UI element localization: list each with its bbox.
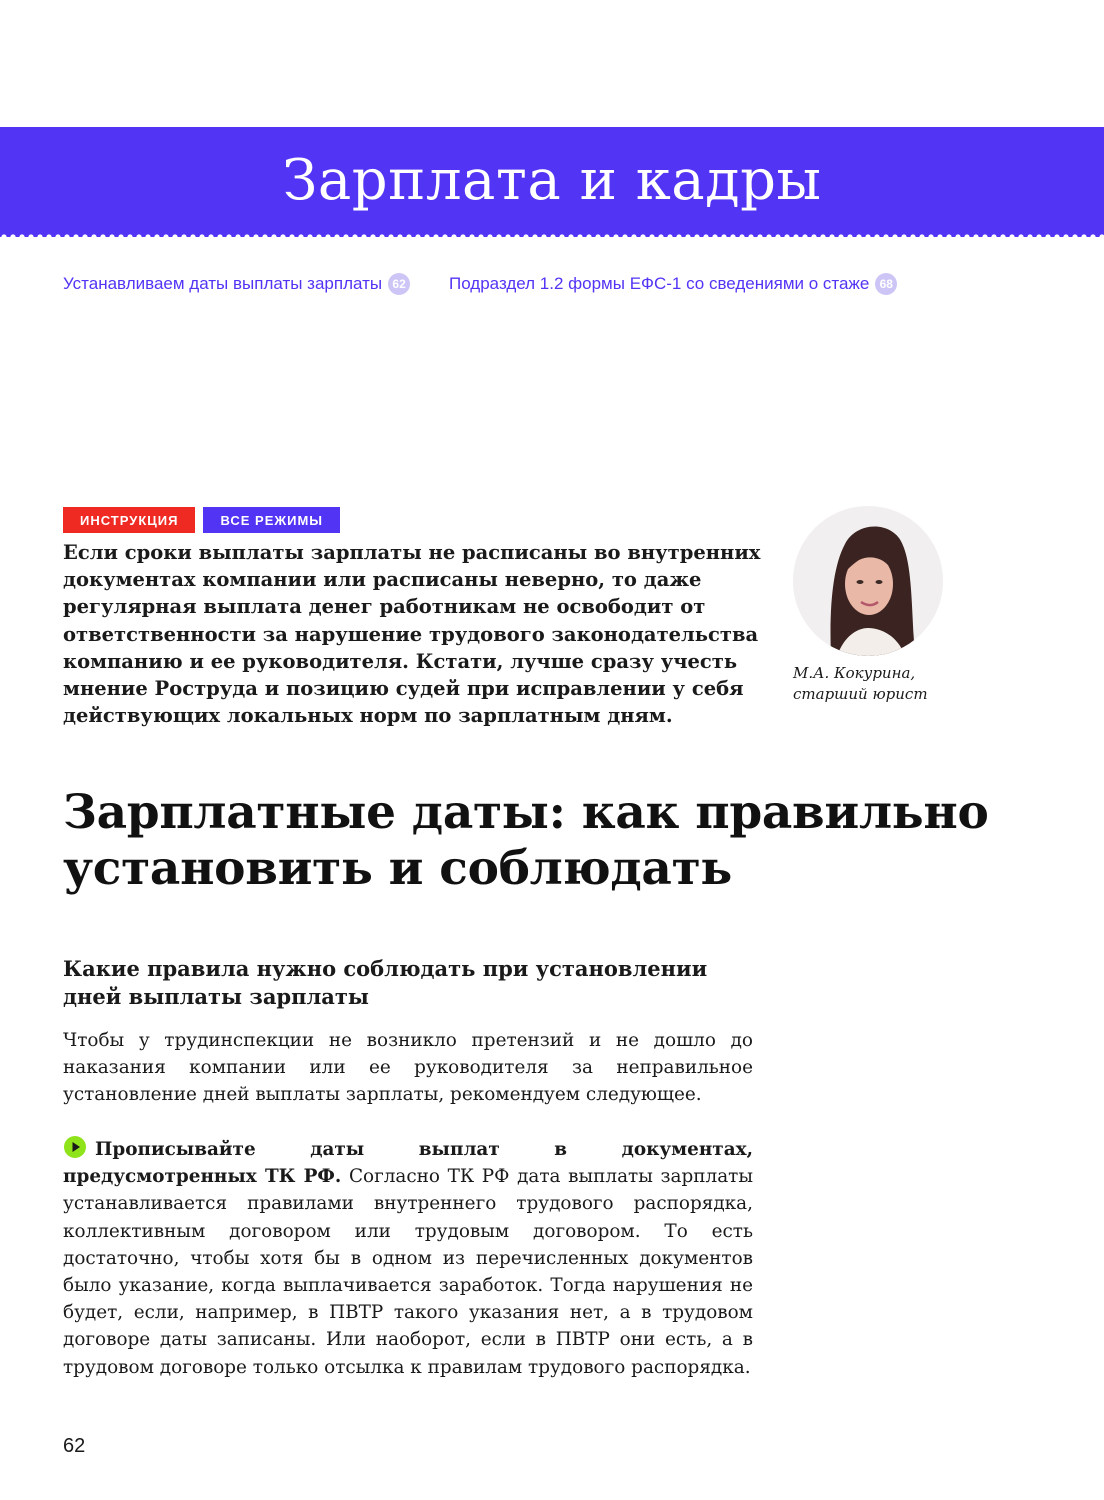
recommendation-heading: Прописывайте даты выплат в документах, предусмотренных ТК РФ. bbox=[63, 1139, 753, 1188]
play-arrow-icon bbox=[63, 1135, 87, 1159]
lead-paragraph: Если сроки выплаты зарплаты не расписаны во внутренних документах компании или расписаны неверно, то даже регулярная выплата денег работникам не освободит от ответственности за нарушение трудового законодательства компанию и ее руководителя. Кстати, лучше сразу учесть мнение Роструда и позицию судей при исправлении у себя действующих локальных норм по зарплатным дням. bbox=[63, 541, 761, 728]
toc-link-efs1-form[interactable] bbox=[449, 273, 897, 295]
intro-paragraph: Чтобы у трудинспекции не возникло претензий и не дошло до наказания компании или ее руководителя за неправильное установление дней выплаты зарплаты, рекомендуем следующее. bbox=[63, 1030, 753, 1106]
toc-page-badge: 62 bbox=[388, 273, 410, 295]
recommendation-paragraph bbox=[63, 1135, 753, 1381]
toc-link-salary-dates[interactable] bbox=[63, 273, 410, 295]
toc-page-badge: 68 bbox=[875, 273, 897, 295]
author-portrait-image bbox=[793, 506, 943, 656]
recommendation-text: Согласно ТК РФ дата выплаты зарплаты устанавливается правилами внутреннего трудового распорядка, коллективным договором или трудовым договором. То есть достаточно, чтобы хотя бы в одном из перечисленных документов было указание, когда выплачивается заработок. Тогда нарушения не будет, если, например, в ПВТР такого указания нет, а в трудовом договоре даты записаны. Или наоборот, если в ПВТР они есть, а в трудовом договоре только отсылка к правилам трудового распорядка. bbox=[63, 1166, 753, 1378]
tag-all-regimes: ВСЕ РЕЖИМЫ bbox=[203, 507, 340, 533]
author-caption bbox=[793, 663, 928, 705]
section-subheading: Какие правила нужно соблюдать при установлении дней выплаты зарплаты bbox=[63, 956, 708, 1009]
author-name: М.А. Кокурина, bbox=[793, 664, 916, 682]
author-photo bbox=[793, 506, 943, 656]
tags-row bbox=[63, 507, 340, 533]
page-number: 62 bbox=[63, 1435, 86, 1457]
article-title: Зарплатные даты: как правильно установить и соблюдать bbox=[63, 785, 989, 896]
tag-instruction: ИНСТРУКЦИЯ bbox=[63, 507, 195, 533]
section-title: Зарплата и кадры bbox=[282, 148, 822, 213]
author-role: старший юрист bbox=[793, 685, 928, 703]
toc-link-label: Подраздел 1.2 формы ЕФС-1 со сведениями о стаже bbox=[449, 274, 870, 293]
toc-link-label: Устанавливаем даты выплаты зарплаты bbox=[63, 274, 383, 293]
